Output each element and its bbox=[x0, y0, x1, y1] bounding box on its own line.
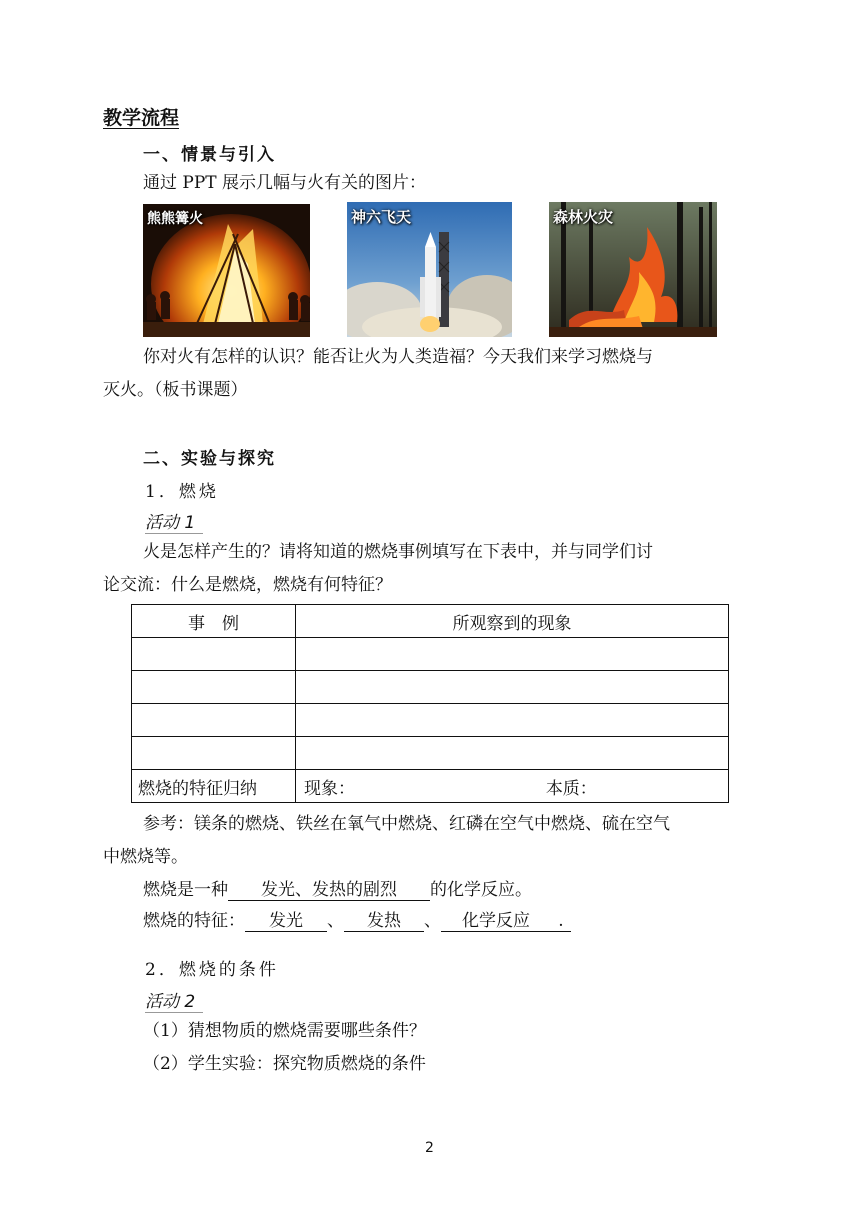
features-prefix: 燃烧的特征： bbox=[143, 911, 245, 931]
bonfire-caption: 熊熊篝火 bbox=[147, 211, 203, 227]
bonfire-photo bbox=[143, 204, 310, 337]
table-row bbox=[132, 737, 729, 770]
table-row bbox=[132, 671, 729, 704]
definition-suffix: 的化学反应。 bbox=[430, 880, 532, 900]
essence-label: 本质： bbox=[545, 778, 597, 799]
table-cell[interactable] bbox=[132, 638, 296, 671]
features-sentence bbox=[143, 910, 571, 932]
table-cell[interactable] bbox=[296, 671, 729, 704]
table-cell[interactable] bbox=[296, 638, 729, 671]
rocket-caption: 神六飞天 bbox=[351, 208, 412, 226]
table-cell[interactable] bbox=[132, 704, 296, 737]
reference-line-2: 中燃烧等。 bbox=[103, 847, 188, 867]
reference-line-1: 参考：镁条的燃烧、铁丝在氧气中燃烧、红磷在空气中燃烧、硫在空气 bbox=[143, 814, 670, 834]
table-row bbox=[132, 704, 729, 737]
activity1-prompt-line-1: 火是怎样产生的？请将知道的燃烧事例填写在下表中，并与同学们讨 bbox=[143, 542, 653, 562]
table-header-row bbox=[132, 605, 729, 638]
table-cell[interactable] bbox=[296, 737, 729, 770]
activity1-prompt-line-2: 论交流：什么是燃烧，燃烧有何特征？ bbox=[103, 575, 392, 595]
question-line-2: 灭火。（板书课题） bbox=[103, 380, 248, 400]
forest-fire-caption: 森林火灾 bbox=[553, 208, 614, 226]
combustion-examples-table bbox=[131, 604, 729, 803]
activity-label-1: 活动 1 bbox=[145, 508, 203, 534]
header-cell-example: 事 例 bbox=[132, 605, 296, 638]
feature-answer-2: 发热 bbox=[344, 911, 424, 932]
forest-fire-photo bbox=[549, 202, 717, 337]
list-item: （2）学生实验：探究物质燃烧的条件 bbox=[143, 1054, 426, 1074]
summary-label-cell: 燃烧的特征归纳 bbox=[132, 770, 296, 803]
document-heading: 教学流程 bbox=[103, 107, 180, 129]
table-summary-row bbox=[132, 770, 729, 803]
table-row bbox=[132, 638, 729, 671]
activity-label-2: 活动 2 bbox=[145, 987, 203, 1013]
features-end: . bbox=[551, 911, 571, 932]
subsection-title-1: 1．燃烧 bbox=[145, 482, 219, 502]
feature-answer-3: 化学反应 bbox=[441, 911, 551, 932]
rocket-launch-photo bbox=[347, 202, 512, 337]
table-cell[interactable] bbox=[132, 671, 296, 704]
intro-text: 通过 PPT 展示几幅与火有关的图片： bbox=[143, 173, 427, 193]
page-number: 2 bbox=[425, 1140, 434, 1156]
table-cell[interactable] bbox=[296, 704, 729, 737]
definition-sentence bbox=[143, 879, 532, 901]
list-item: （1）猜想物质的燃烧需要哪些条件？ bbox=[143, 1021, 426, 1041]
section-title-1: 一、情景与引入 bbox=[143, 145, 276, 165]
definition-answer: 发光、发热的剧烈 bbox=[228, 880, 430, 901]
table-cell[interactable] bbox=[132, 737, 296, 770]
phenomenon-label: 现象： bbox=[304, 778, 355, 799]
subsection-title-2: 2．燃烧的条件 bbox=[145, 960, 279, 980]
section-title-2: 二、实验与探究 bbox=[143, 449, 276, 469]
question-line-1: 你对火有怎样的认识？能否让火为人类造福？今天我们来学习燃烧与 bbox=[143, 347, 653, 367]
summary-content-cell bbox=[296, 770, 729, 803]
feature-separator: 、 bbox=[424, 911, 441, 931]
feature-separator: 、 bbox=[327, 911, 344, 931]
header-cell-phenomenon: 所观察到的现象 bbox=[296, 605, 729, 638]
definition-prefix: 燃烧是一种 bbox=[143, 880, 228, 900]
feature-answer-1: 发光 bbox=[245, 911, 327, 932]
